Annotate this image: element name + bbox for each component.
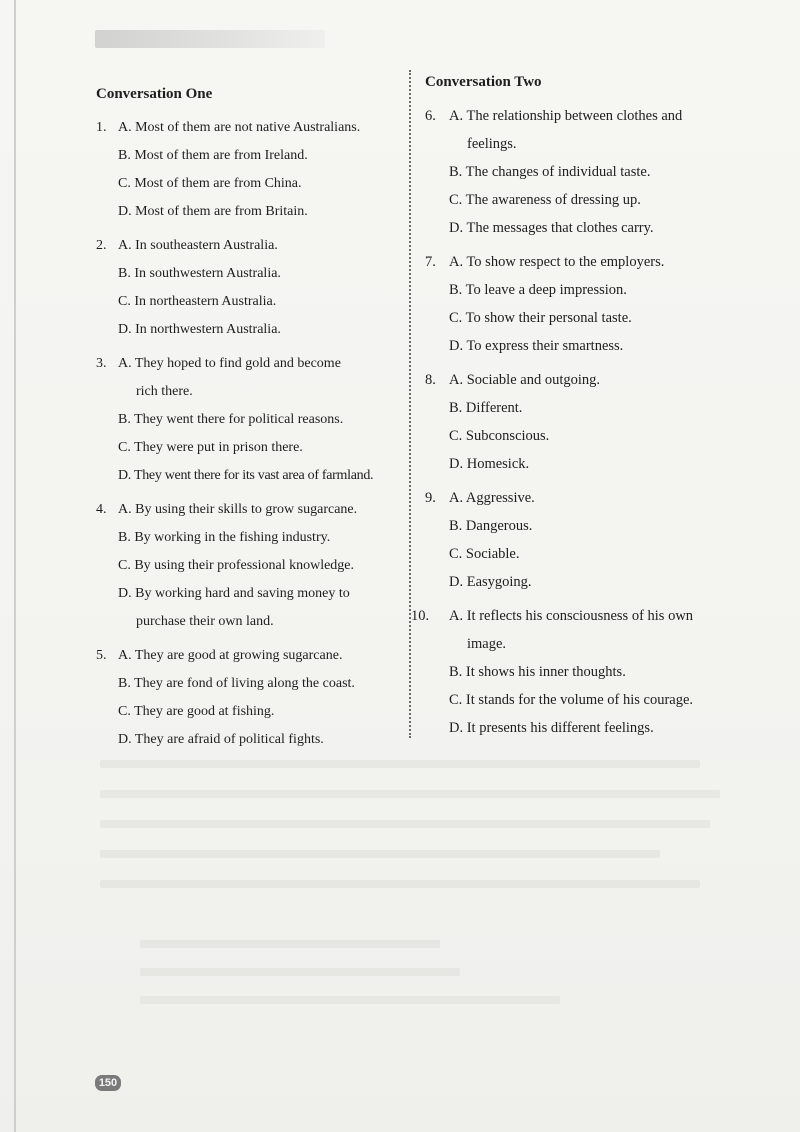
option-10a-continued — [425, 630, 735, 658]
section-title: Conversation Two — [425, 74, 542, 90]
option-text: C. It stands for the volume of his courage. — [449, 692, 694, 708]
bleed-through-mark — [100, 760, 700, 768]
option-text: B. They went there for political reasons. — [118, 412, 344, 427]
option-text: D. Easygoing. — [449, 574, 532, 590]
question-3 — [96, 350, 396, 490]
faded-running-header — [95, 30, 325, 48]
bleed-through-mark — [140, 996, 560, 1004]
option-text: A. Most of them are not native Australians. — [118, 120, 361, 135]
option-6d — [425, 214, 735, 242]
option-1c — [96, 170, 396, 198]
option-3b — [96, 406, 396, 434]
page-number-badge: 150 — [95, 1075, 121, 1091]
option-10a — [411, 602, 735, 630]
option-text: A. By using their skills to grow sugarcane. — [118, 502, 358, 517]
option-9b — [425, 512, 735, 540]
column-divider — [409, 70, 411, 738]
conversation-two-column — [411, 72, 735, 748]
option-text: B. To leave a deep impression. — [449, 282, 627, 298]
option-1b — [96, 142, 396, 170]
option-text: image. — [467, 636, 507, 652]
option-2d — [96, 316, 396, 344]
question-4 — [96, 496, 396, 636]
question-6 — [425, 102, 735, 242]
option-10c — [425, 686, 735, 714]
option-4b — [96, 524, 396, 552]
option-text: A. Aggressive. — [449, 490, 535, 506]
option-text: rich there. — [136, 384, 193, 399]
option-5a — [96, 642, 396, 670]
option-4d — [96, 580, 396, 608]
option-text: A. It reflects his consciousness of his own — [449, 608, 694, 624]
section-title: Conversation One — [96, 86, 213, 102]
option-1a — [96, 114, 396, 142]
question-number: 3. — [96, 356, 107, 371]
option-text: D. They are afraid of political fights. — [118, 732, 324, 747]
option-text: feelings. — [467, 136, 517, 152]
option-text: purchase their own land. — [136, 614, 274, 629]
option-text: C. Sociable. — [449, 546, 520, 562]
question-5 — [96, 642, 396, 754]
option-text: D. Homesick. — [449, 456, 530, 472]
bleed-through-mark — [140, 940, 440, 948]
option-text: D. To express their smartness. — [449, 338, 624, 354]
option-text: C. Most of them are from China. — [118, 176, 302, 191]
option-6b — [425, 158, 735, 186]
option-text: C. In northeastern Australia. — [118, 294, 277, 309]
option-text: C. Subconscious. — [449, 428, 550, 444]
option-9d — [425, 568, 735, 596]
option-8a — [425, 366, 735, 394]
option-7a — [425, 248, 735, 276]
question-10 — [411, 602, 735, 742]
option-text: A. They are good at growing sugarcane. — [118, 648, 343, 663]
option-10d — [425, 714, 735, 742]
option-text: B. They are fond of living along the coast. — [118, 676, 355, 691]
option-text: D. They went there for its vast area of farmland. — [118, 468, 374, 483]
option-3d — [96, 462, 396, 490]
question-number: 4. — [96, 502, 107, 517]
option-1d — [96, 198, 396, 226]
option-text: D. The messages that clothes carry. — [449, 220, 654, 236]
page-binding-edge — [14, 0, 16, 1132]
option-text: B. The changes of individual taste. — [449, 164, 651, 180]
option-text: B. In southwestern Australia. — [118, 266, 281, 281]
option-text: A. In southeastern Australia. — [118, 238, 278, 253]
option-5d — [96, 726, 396, 754]
option-text: C. They are good at fishing. — [118, 704, 275, 719]
option-9a — [425, 484, 735, 512]
option-6c — [425, 186, 735, 214]
option-6a — [425, 102, 735, 130]
option-text: A. They hoped to find gold and become — [118, 356, 341, 371]
bleed-through-mark — [100, 790, 720, 798]
option-8d — [425, 450, 735, 478]
bleed-through-mark — [100, 850, 660, 858]
option-text: C. They were put in prison there. — [118, 440, 303, 455]
question-7 — [425, 248, 735, 360]
option-text: D. Most of them are from Britain. — [118, 204, 308, 219]
option-5c — [96, 698, 396, 726]
option-6a-continued — [425, 130, 735, 158]
question-number: 7. — [425, 254, 436, 270]
bleed-through-mark — [100, 880, 700, 888]
option-text: A. Sociable and outgoing. — [449, 372, 601, 388]
option-text: A. To show respect to the employers. — [449, 254, 665, 270]
question-2 — [96, 232, 396, 344]
question-number: 10. — [411, 608, 430, 624]
question-number: 5. — [96, 648, 107, 663]
option-2b — [96, 260, 396, 288]
option-text: B. Different. — [449, 400, 523, 416]
option-10b — [425, 658, 735, 686]
question-8 — [425, 366, 735, 478]
bleed-through-mark — [100, 820, 710, 828]
option-9c — [425, 540, 735, 568]
option-4d-continued — [96, 608, 396, 636]
question-number: 2. — [96, 238, 107, 253]
question-1 — [96, 114, 396, 226]
option-2a — [96, 232, 396, 260]
conversation-one-column — [96, 72, 396, 760]
option-text: D. By working hard and saving money to — [118, 586, 350, 601]
option-8b — [425, 394, 735, 422]
option-text: A. The relationship between clothes and — [449, 108, 683, 124]
option-text: D. In northwestern Australia. — [118, 322, 281, 337]
option-7c — [425, 304, 735, 332]
option-3a — [96, 350, 396, 378]
option-7b — [425, 276, 735, 304]
question-number: 8. — [425, 372, 436, 388]
option-text: C. The awareness of dressing up. — [449, 192, 641, 208]
option-text: B. Most of them are from Ireland. — [118, 148, 308, 163]
option-text: D. It presents his different feelings. — [449, 720, 654, 736]
option-3a-continued — [96, 378, 396, 406]
option-text: B. It shows his inner thoughts. — [449, 664, 626, 680]
option-text: B. By working in the fishing industry. — [118, 530, 331, 545]
question-number: 9. — [425, 490, 436, 506]
option-2c — [96, 288, 396, 316]
bleed-through-mark — [140, 968, 460, 976]
question-number: 1. — [96, 120, 107, 135]
option-8c — [425, 422, 735, 450]
option-5b — [96, 670, 396, 698]
option-text: C. To show their personal taste. — [449, 310, 632, 326]
option-4a — [96, 496, 396, 524]
option-4c — [96, 552, 396, 580]
option-3c — [96, 434, 396, 462]
question-number: 6. — [425, 108, 436, 124]
option-7d — [425, 332, 735, 360]
option-text: C. By using their professional knowledge. — [118, 558, 355, 573]
option-text: B. Dangerous. — [449, 518, 533, 534]
question-9 — [425, 484, 735, 596]
